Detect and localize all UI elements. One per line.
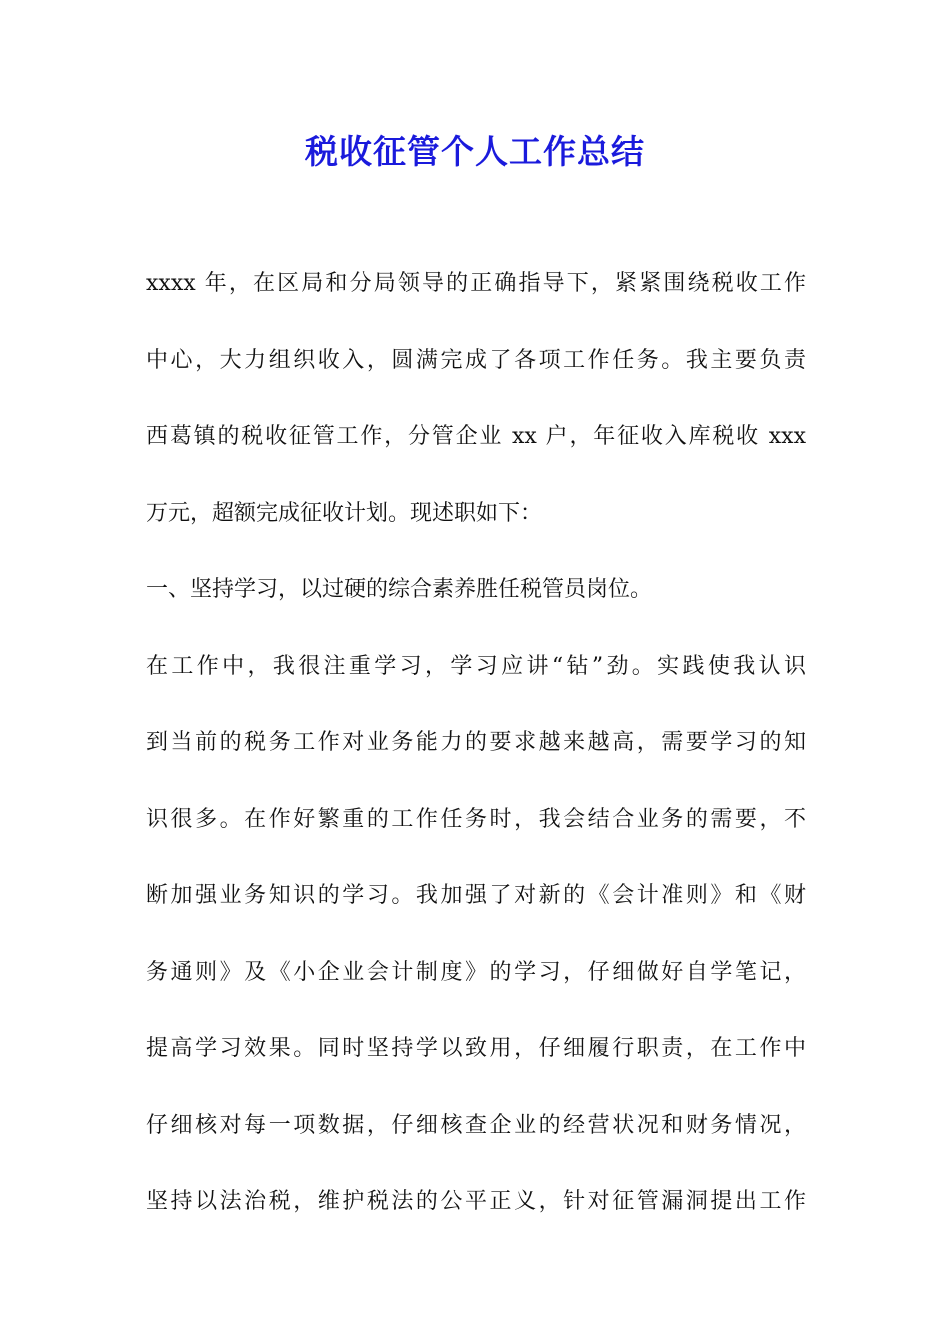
paragraph-line: 断加强业务知识的学习。我加强了对新的《会计准则》和《财 <box>146 883 806 908</box>
paragraph-line: 万元，超额完成征收计划。现述职如下： <box>146 500 543 526</box>
paragraph-line: 仔细核对每一项数据，仔细核查企业的经营状况和财务情况， <box>146 1112 806 1138</box>
document-body <box>146 264 806 1259</box>
paragraph-line: 提高学习效果。同时坚持学以致用，仔细履行职责，在工作中 <box>146 1036 806 1061</box>
document-title: 税收征管个人工作总结 <box>305 132 645 171</box>
paragraph-line: 坚持以法治税，维护税法的公平正义，针对征管漏洞提出工作 <box>146 1189 806 1214</box>
paragraph-line: 识很多。在作好繁重的工作任务时，我会结合业务的需要，不 <box>146 806 806 832</box>
paragraph-line: 中心，大力组织收入，圆满完成了各项工作任务。我主要负责 <box>146 347 806 373</box>
section-heading: 一、坚持学习，以过硬的综合素养胜任税管员岗位。 <box>146 577 653 602</box>
paragraph-line: xxxx 年，在区局和分局领导的正确指导下，紧紧围绕税收工作 <box>146 271 806 296</box>
paragraph-line: 到当前的税务工作对业务能力的要求越来越高，需要学习的知 <box>146 730 806 755</box>
paragraph-line: 在工作中，我很注重学习，学习应讲“钻”劲。实践使我认识 <box>146 653 806 679</box>
paragraph-line: 西葛镇的税收征管工作，分管企业 xx 户，年征收入库税收 xxx <box>146 424 806 449</box>
paragraph-line: 务通则》及《小企业会计制度》的学习，仔细做好自学笔记， <box>146 959 806 985</box>
